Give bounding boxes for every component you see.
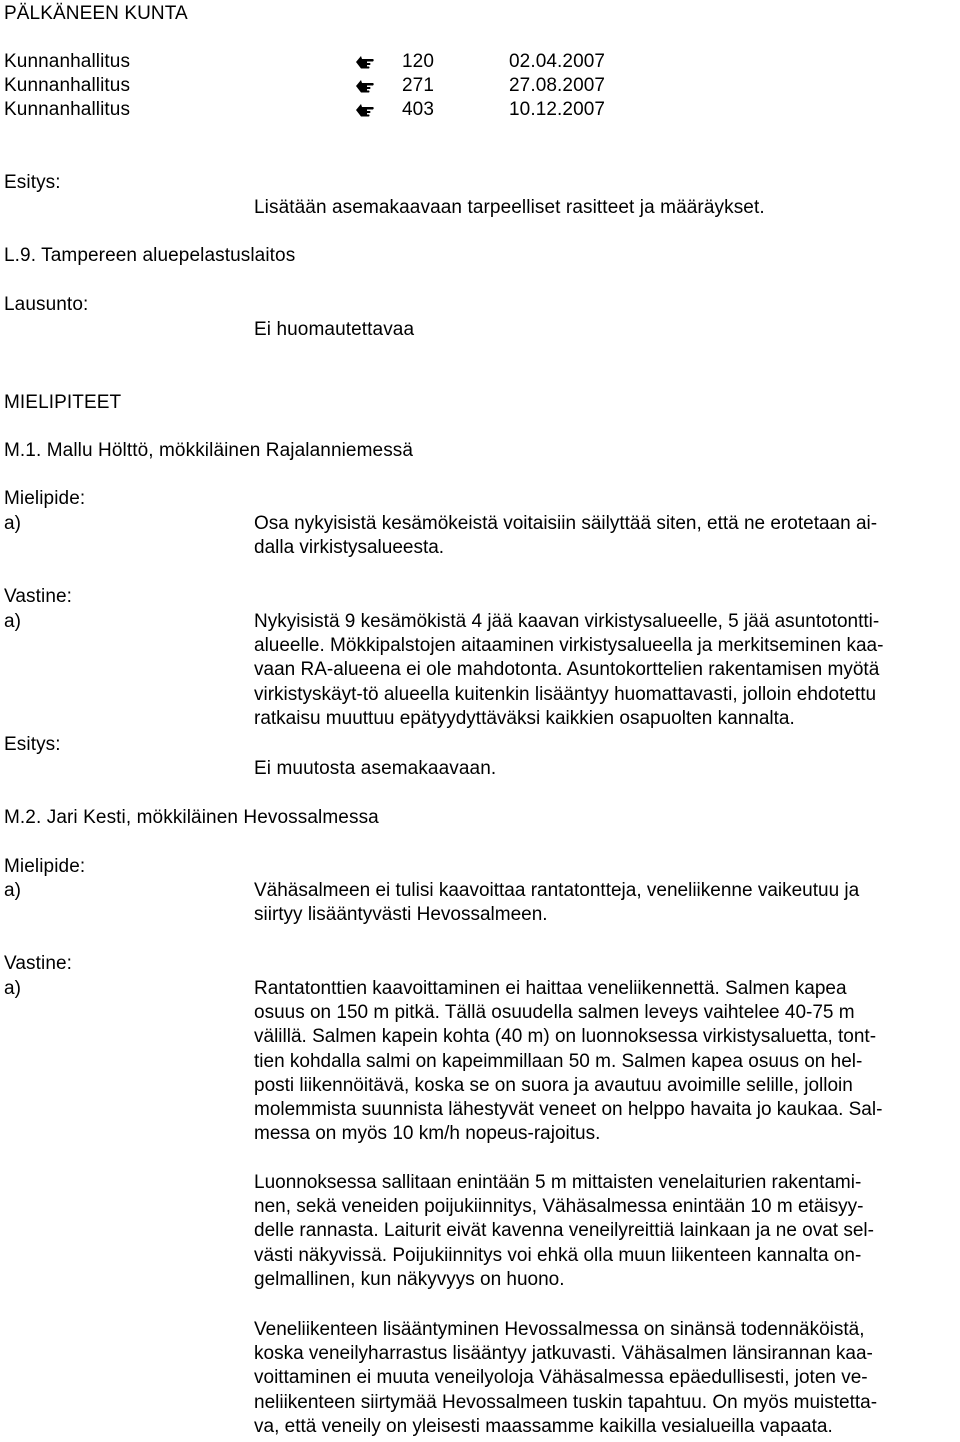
- mielipide-label: Mielipide:: [4, 488, 86, 509]
- text-line: vaan RA-alueena ei ole mahdotonta. Asuntokorttelien rakentamisen myötä: [254, 659, 880, 681]
- text-line: messa on myös 10 km/h nopeus-rajoitus.: [254, 1123, 601, 1145]
- opinion-text: [254, 879, 954, 927]
- response-paragraph: [254, 1171, 954, 1292]
- meeting-number: 403: [402, 99, 435, 120]
- text-line: Nykyisistä 9 kesämökistä 4 jää kaavan virkistysalueelle, 5 jää asuntotontti-: [254, 611, 880, 632]
- text-line: välillä. Salmen kapein kohta (40 m) on luonnoksessa virkistysaluetta, tont-: [254, 1026, 877, 1048]
- proposal-text: Lisätään asemakaavaan tarpeelliset rasitteet ja määräykset.: [254, 197, 765, 218]
- text-line: alueelle. Mökkipalstojen aitaaminen virkistysalueella ja merkitseminen kaa-: [254, 635, 884, 657]
- meeting-number: 120: [402, 51, 435, 72]
- municipality-header: PÄLKÄNEEN KUNTA: [4, 3, 188, 24]
- response-paragraph: [254, 1318, 954, 1439]
- text-line: koska veneilyharrastus lisääntyy jatkuvasti. Vähäsalmen länsirannan kaa-: [254, 1343, 873, 1365]
- meeting-body: Kunnanhallitus: [4, 75, 131, 96]
- vastine-label: Vastine:: [4, 586, 73, 607]
- esitys-label: Esitys:: [4, 172, 61, 193]
- pointing-hand-icon: [355, 77, 375, 95]
- statement-heading: L.9. Tampereen aluepelastuslaitos: [4, 245, 296, 266]
- item-label: a): [4, 611, 22, 632]
- text-line: delle rannasta. Laiturit eivät kavenna veneilyreittiä lainkaan ja ne ovat sel-: [254, 1220, 874, 1242]
- text-line: molemmista suunnista lähestyvät veneet on helppo havaita jo kaukaa. Sal-: [254, 1099, 883, 1121]
- text-line: voittaminen ei muuta veneilyoloja Vähäsalmessa epäedullisesti, joten ve-: [254, 1367, 868, 1389]
- mielipide-label: Mielipide:: [4, 856, 86, 877]
- text-line: posti liikennöitävä, koska se on suora ja avautuu avoimille selille, jolloin: [254, 1074, 853, 1096]
- text-line: osuus on 150 m pitkä. Tällä osuudella salmen leveys vaihtelee 40-75 m: [254, 1002, 855, 1024]
- meeting-body: Kunnanhallitus: [4, 99, 131, 120]
- opinion-heading: M.1. Mallu Hölttö, mökkiläinen Rajalanniemessä: [4, 440, 414, 461]
- response-paragraph: [254, 977, 954, 1146]
- item-label: a): [4, 513, 22, 534]
- esitys-label: Esitys:: [4, 734, 61, 755]
- statement-text: Ei huomautettavaa: [254, 319, 415, 340]
- pointing-hand-icon: [355, 101, 375, 119]
- text-line: siirtyy lisääntyvästi Hevossalmeen.: [254, 904, 548, 926]
- meeting-body: Kunnanhallitus: [4, 51, 131, 72]
- text-line: dalla virkistysalueesta.: [254, 537, 445, 559]
- text-line: Vähäsalmeen ei tulisi kaavoittaa rantatontteja, veneliikenne vaikeutuu ja: [254, 880, 860, 901]
- text-line: gelmallinen, kun näkyvyys on huono.: [254, 1268, 565, 1290]
- text-line: nen, sekä veneiden poijukiinnitys, Vähäsalmessa enintään 10 m etäisyy-: [254, 1196, 864, 1218]
- text-line: Rantatonttien kaavoittaminen ei haittaa veneliikennettä. Salmen kapea: [254, 978, 847, 999]
- meeting-number: 271: [402, 75, 435, 96]
- meeting-date: 10.12.2007: [509, 99, 606, 120]
- opinion-heading: M.2. Jari Kesti, mökkiläinen Hevossalmessa: [4, 807, 379, 828]
- opinion-text: [254, 512, 954, 560]
- text-line: ratkaisu muuttuu epätyydyttäväksi kaikkien osapuolten kannalta.: [254, 707, 795, 729]
- item-label: a): [4, 978, 22, 999]
- response-text: [254, 610, 954, 731]
- meeting-date: 02.04.2007: [509, 51, 606, 72]
- text-line: Veneliikenteen lisääntyminen Hevossalmessa on sinänsä todennäköistä,: [254, 1319, 865, 1340]
- pointing-hand-icon: [355, 53, 375, 71]
- text-line: Osa nykyisistä kesämökeistä voitaisiin säilyttää siten, että ne erotetaan ai-: [254, 513, 878, 534]
- text-line: Luonnoksessa sallitaan enintään 5 m mittaisten venelaiturien rakentami-: [254, 1172, 862, 1193]
- text-line: västi näkyvissä. Poijukiinnitys voi ehkä olla muun liikenteen kannalta on-: [254, 1244, 862, 1266]
- section-heading: MIELIPITEET: [4, 392, 122, 413]
- text-line: neliikenteen siirtymää Hevossalmeen tuskin tapahtuu. On myös muistetta-: [254, 1391, 878, 1413]
- lausunto-label: Lausunto:: [4, 294, 89, 315]
- text-line: tien kohdalla salmi on kapeimmillaan 50 m. Salmen kapea osuus on hel-: [254, 1050, 863, 1072]
- vastine-label: Vastine:: [4, 953, 73, 974]
- text-line: va, että veneily on yleisesti maassamme kaikilla vesialueilla vapaata.: [254, 1415, 833, 1437]
- text-line: virkistyskäyt-tö alueella kuitenkin lisääntyy huomattavasti, jolloin ehdotettu: [254, 683, 877, 705]
- item-label: a): [4, 880, 22, 901]
- meeting-date: 27.08.2007: [509, 75, 606, 96]
- proposal-text: Ei muutosta asemakaavaan.: [254, 758, 497, 779]
